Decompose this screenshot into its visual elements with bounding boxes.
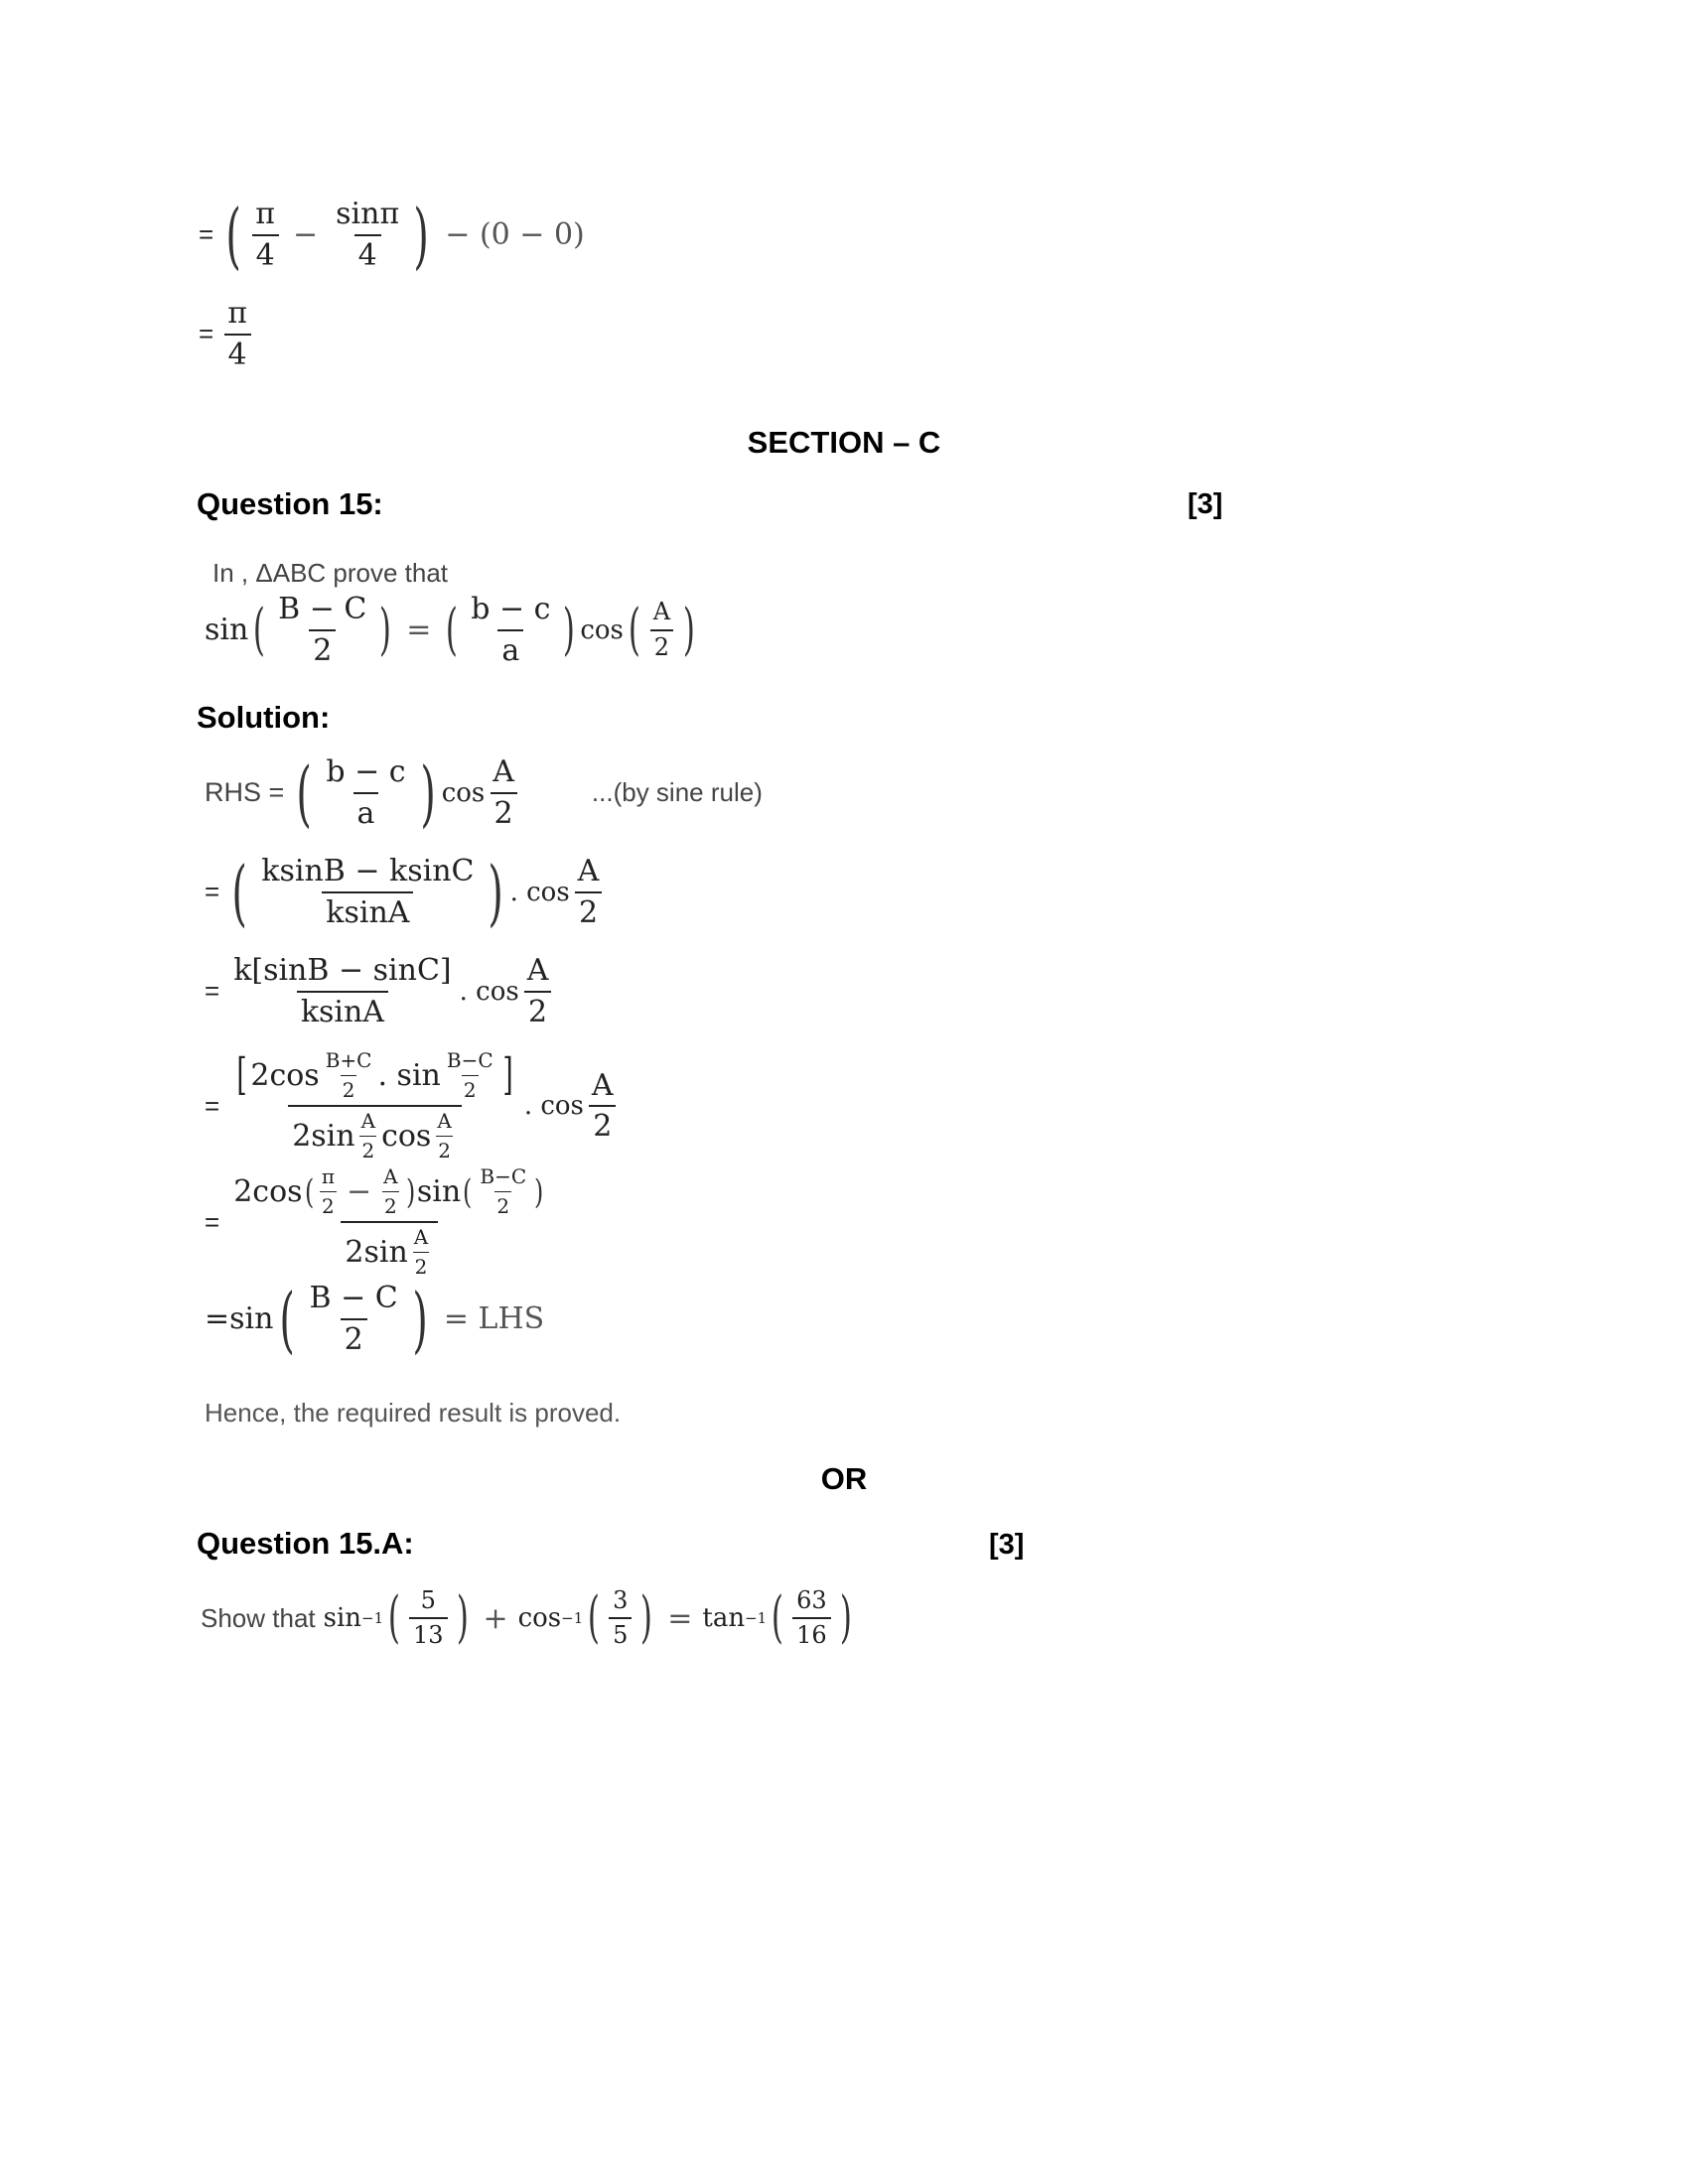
question-15a-statement: Show that sin −1 ( $\frac{5}{13}$ ) + cos −1 ( $\frac{3}{5}$ ) = tan −1 ( $\frac{63}{16}$ ) [201,1585,852,1651]
fraction: $\frac{\pi}{4}$ [251,199,279,271]
question-15a-label: Question 15.A: [197,1526,414,1561]
solution-line-4: = [ 2cos $\frac{B+C}{2}$ . sin $\frac{B-C}{2}$ ] 2sin $\frac{A}{2}$ cos $\frac{A}{2}$ . cos $\frac{A}{2}$ [205,1050,622,1161]
solution-line-6: =sin ( $\frac{B - C}{2}$ ) = LHS [205,1277,545,1361]
conclusion-text: Hence, the required result is proved. [205,1398,622,1428]
question-15-statement: In , ΔABC prove that [212,558,449,588]
prev-step-2: = $\frac{\pi}{4}$ [199,298,255,370]
section-title: SECTION – C [747,425,941,460]
solution-line-5: = 2cos ( $\frac{\pi}{2}$ − $\frac{A}{2}$ ) sin ( $\frac{B-C}{2}$ ) 2sin $\frac{A}{2}$ [205,1164,544,1279]
solution-label: Solution: [197,700,331,735]
solution-line-1: RHS = ( $\frac{b - c}{a}$ ) cos $\frac{A}{2}$ ...(by sine rule) [205,751,763,835]
or-separator: OR [820,1461,868,1496]
prev-step-1: = ( $\frac{\pi}{4}$ − $\frac{\sin\pi}{4}$ ) − (0 − 0) [199,193,585,277]
equals-sign: = [199,219,214,249]
solution-line-2: = ( $\frac{ksinB - ksinC}{ksinA}$ ) . cos $\frac{A}{2}$ [205,856,607,928]
question-15-marks: [3] [1188,488,1223,520]
sine-rule-note: ...(by sine rule) [591,777,763,807]
question-15-equation: sin ( $\frac{B - C}{2}$ ) = ( $\frac{b - c}{a}$ ) cos ( $\frac{A}{2}$ ) [205,592,696,668]
question-15a-marks: [3] [989,1529,1025,1561]
left-paren: ( [225,193,241,277]
fraction: $\frac{\sin\pi}{4}$ [336,197,400,273]
right-paren: ) [413,193,429,277]
question-15-label: Question 15: [197,486,383,521]
fraction: $\frac{\pi}{4}$ [223,298,251,370]
solution-line-3: = $\frac{k[\sin B - \sin C]}{ksinA}$ . cos $\frac{A}{2}$ [205,955,556,1027]
